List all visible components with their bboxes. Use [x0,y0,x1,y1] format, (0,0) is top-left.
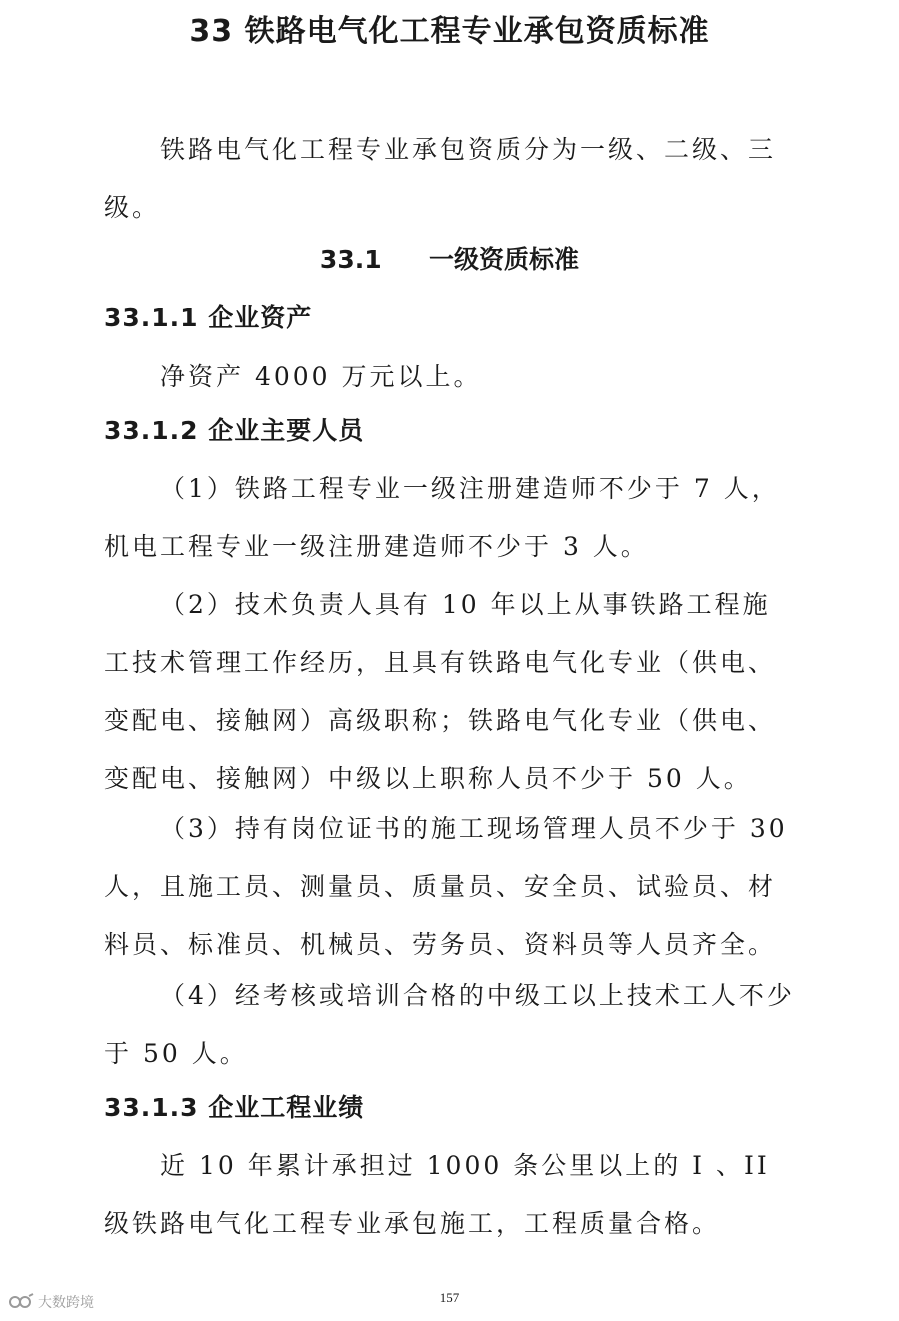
subsection-heading-performance: 33.1.3 企业工程业绩 [104,1093,365,1122]
watermark-text: 大数跨境 [38,1295,94,1311]
personnel-item-3: （3）持有岗位证书的施工现场管理人员不少于 30 人，且施工员、测量员、质量员、安全员、试验员、材料员、标准员、机械员、劳务员、资料员等人员齐全。 [104,814,788,959]
personnel-item-1: （1）铁路工程专业一级注册建造师不少于 7 人，机电工程专业一级注册建造师不少于 3 人。 [104,474,780,561]
intro-paragraph: 铁路电气化工程专业承包资质分为一级、二级、三级。 [104,135,777,222]
watermark-logo-icon [8,1293,34,1311]
watermark [8,1292,94,1312]
subsection-heading-personnel: 33.1.2 企业主要人员 [104,416,365,445]
section-number: 33.1 [319,245,382,274]
page-number: 157 [439,1290,460,1305]
subsection-heading-assets: 33.1.1 企业资产 [104,303,313,332]
section-name: 一级资质标准 [429,245,580,274]
assets-text: 净资产 4000 万元以上。 [160,362,482,391]
performance-text: 近 10 年累计承担过 1000 条公里以上的 I 、II 级铁路电气化工程专业承包施工，工程质量合格。 [104,1151,770,1238]
document-title: 33 铁路电气化工程专业承包资质标准 [189,14,710,49]
personnel-item-4: （4）经考核或培训合格的中级工以上技术工人不少于 50 人。 [104,981,795,1068]
personnel-item-2: （2）技术负责人具有 10 年以上从事铁路工程施工技术管理工作经历，且具有铁路电气化专业（供电、变配电、接触网）高级职称；铁路电气化专业（供电、变配电、接触网）中级以上职称人员不少于 50 人。 [104,590,777,793]
section-heading [0,240,899,280]
